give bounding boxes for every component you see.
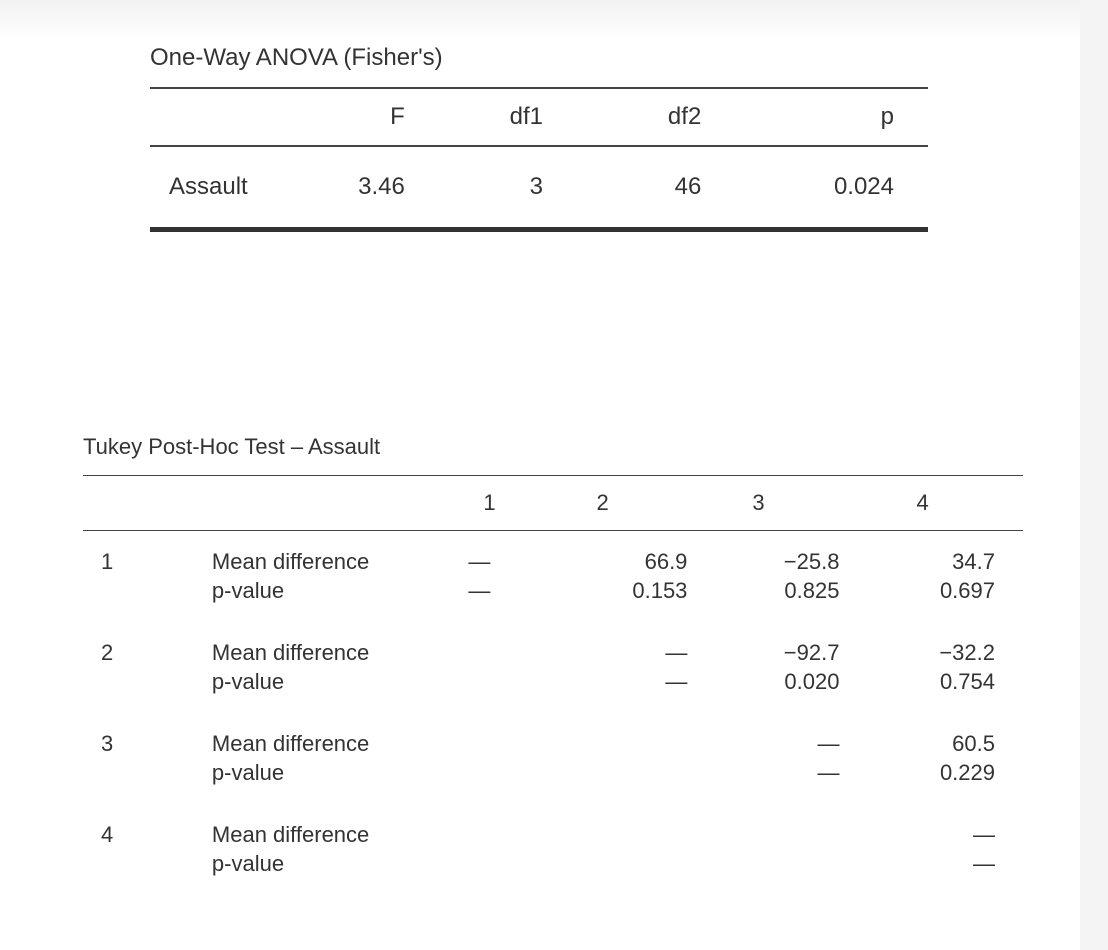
- table-row: [83, 576, 1023, 622]
- p-value-cell: [548, 849, 704, 895]
- mean-diff-cell: —: [665, 640, 688, 665]
- mean-diff-cell: —: [817, 731, 840, 756]
- anova-p-value: 0.024: [705, 146, 928, 229]
- stat-label: p-value: [211, 851, 285, 876]
- group-label: 3: [101, 731, 114, 756]
- mean-diff-cell: —: [468, 549, 491, 574]
- table-row: [83, 804, 1023, 849]
- table-row: [83, 849, 1023, 895]
- anova-header-row: [150, 88, 928, 146]
- tukey-table: [83, 475, 1023, 895]
- p-value-cell: —: [468, 578, 491, 603]
- mean-diff-cell: 66.9: [644, 549, 688, 574]
- p-value-cell: 0.754: [939, 669, 995, 694]
- scrollbar-gutter[interactable]: [1080, 0, 1108, 950]
- p-value-cell: 0.697: [939, 578, 995, 603]
- anova-row: [150, 146, 928, 229]
- mean-diff-cell: [412, 622, 548, 667]
- p-value-cell: [412, 849, 548, 895]
- stat-label: p-value: [211, 578, 285, 603]
- anova-f-value: 3.46: [302, 146, 411, 229]
- stat-label: Mean difference: [211, 549, 370, 574]
- mean-diff-cell: [412, 713, 548, 758]
- tukey-header-row: [83, 476, 1023, 531]
- group-label: 1: [101, 549, 114, 574]
- tukey-title: Tukey Post-Hoc Test – Assault: [83, 434, 381, 459]
- anova-header-df1: df1: [411, 88, 553, 146]
- p-value-cell: 0.229: [939, 760, 995, 785]
- stat-label: Mean difference: [211, 822, 370, 847]
- table-row: [83, 758, 1023, 804]
- tukey-header-col-3: 3: [704, 476, 856, 531]
- stat-label: p-value: [211, 760, 285, 785]
- group-label: 2: [101, 640, 114, 665]
- table-row: [83, 531, 1023, 577]
- anova-variable-name: Assault: [150, 146, 302, 229]
- anova-title: One-Way ANOVA (Fisher's): [150, 44, 443, 71]
- p-value-cell: —: [665, 669, 688, 694]
- tukey-header-col-2: 2: [548, 476, 704, 531]
- p-value-cell: [412, 667, 548, 713]
- anova-header-p: p: [705, 88, 928, 146]
- mean-diff-cell: 34.7: [952, 549, 995, 574]
- mean-diff-cell: —: [973, 822, 995, 847]
- p-value-cell: 0.825: [784, 578, 840, 603]
- mean-diff-cell: [548, 804, 704, 849]
- table-row: [83, 622, 1023, 667]
- mean-diff-cell: 60.5: [952, 731, 995, 756]
- p-value-cell: 0.153: [632, 578, 688, 603]
- tukey-header-group: [83, 476, 182, 531]
- table-row: [83, 667, 1023, 713]
- stat-label: p-value: [211, 669, 285, 694]
- p-value-cell: [412, 758, 548, 804]
- tukey-header-col-1: 1: [412, 476, 548, 531]
- group-label: 4: [101, 822, 114, 847]
- mean-diff-cell: [548, 713, 704, 758]
- mean-diff-cell: [704, 804, 856, 849]
- top-shade: [0, 0, 1080, 40]
- tukey-header-col-4: 4: [856, 476, 1023, 531]
- anova-header-f: F: [302, 88, 411, 146]
- mean-diff-cell: [412, 804, 548, 849]
- anova-header-df2: df2: [553, 88, 705, 146]
- p-value-cell: —: [973, 851, 995, 876]
- p-value-cell: —: [817, 760, 840, 785]
- p-value-cell: [704, 849, 856, 895]
- anova-table: [150, 87, 928, 232]
- mean-diff-cell: −25.8: [783, 549, 840, 574]
- anova-df1-value: 3: [411, 146, 553, 229]
- tukey-header-label: [182, 476, 412, 531]
- anova-df2-value: 46: [553, 146, 705, 229]
- mean-diff-cell: −32.2: [939, 640, 995, 665]
- mean-diff-cell: −92.7: [783, 640, 840, 665]
- p-value-cell: [548, 758, 704, 804]
- stat-label: Mean difference: [211, 731, 370, 756]
- stat-label: Mean difference: [211, 640, 370, 665]
- p-value-cell: 0.020: [784, 669, 840, 694]
- table-row: [83, 713, 1023, 758]
- anova-header-empty: [150, 88, 302, 146]
